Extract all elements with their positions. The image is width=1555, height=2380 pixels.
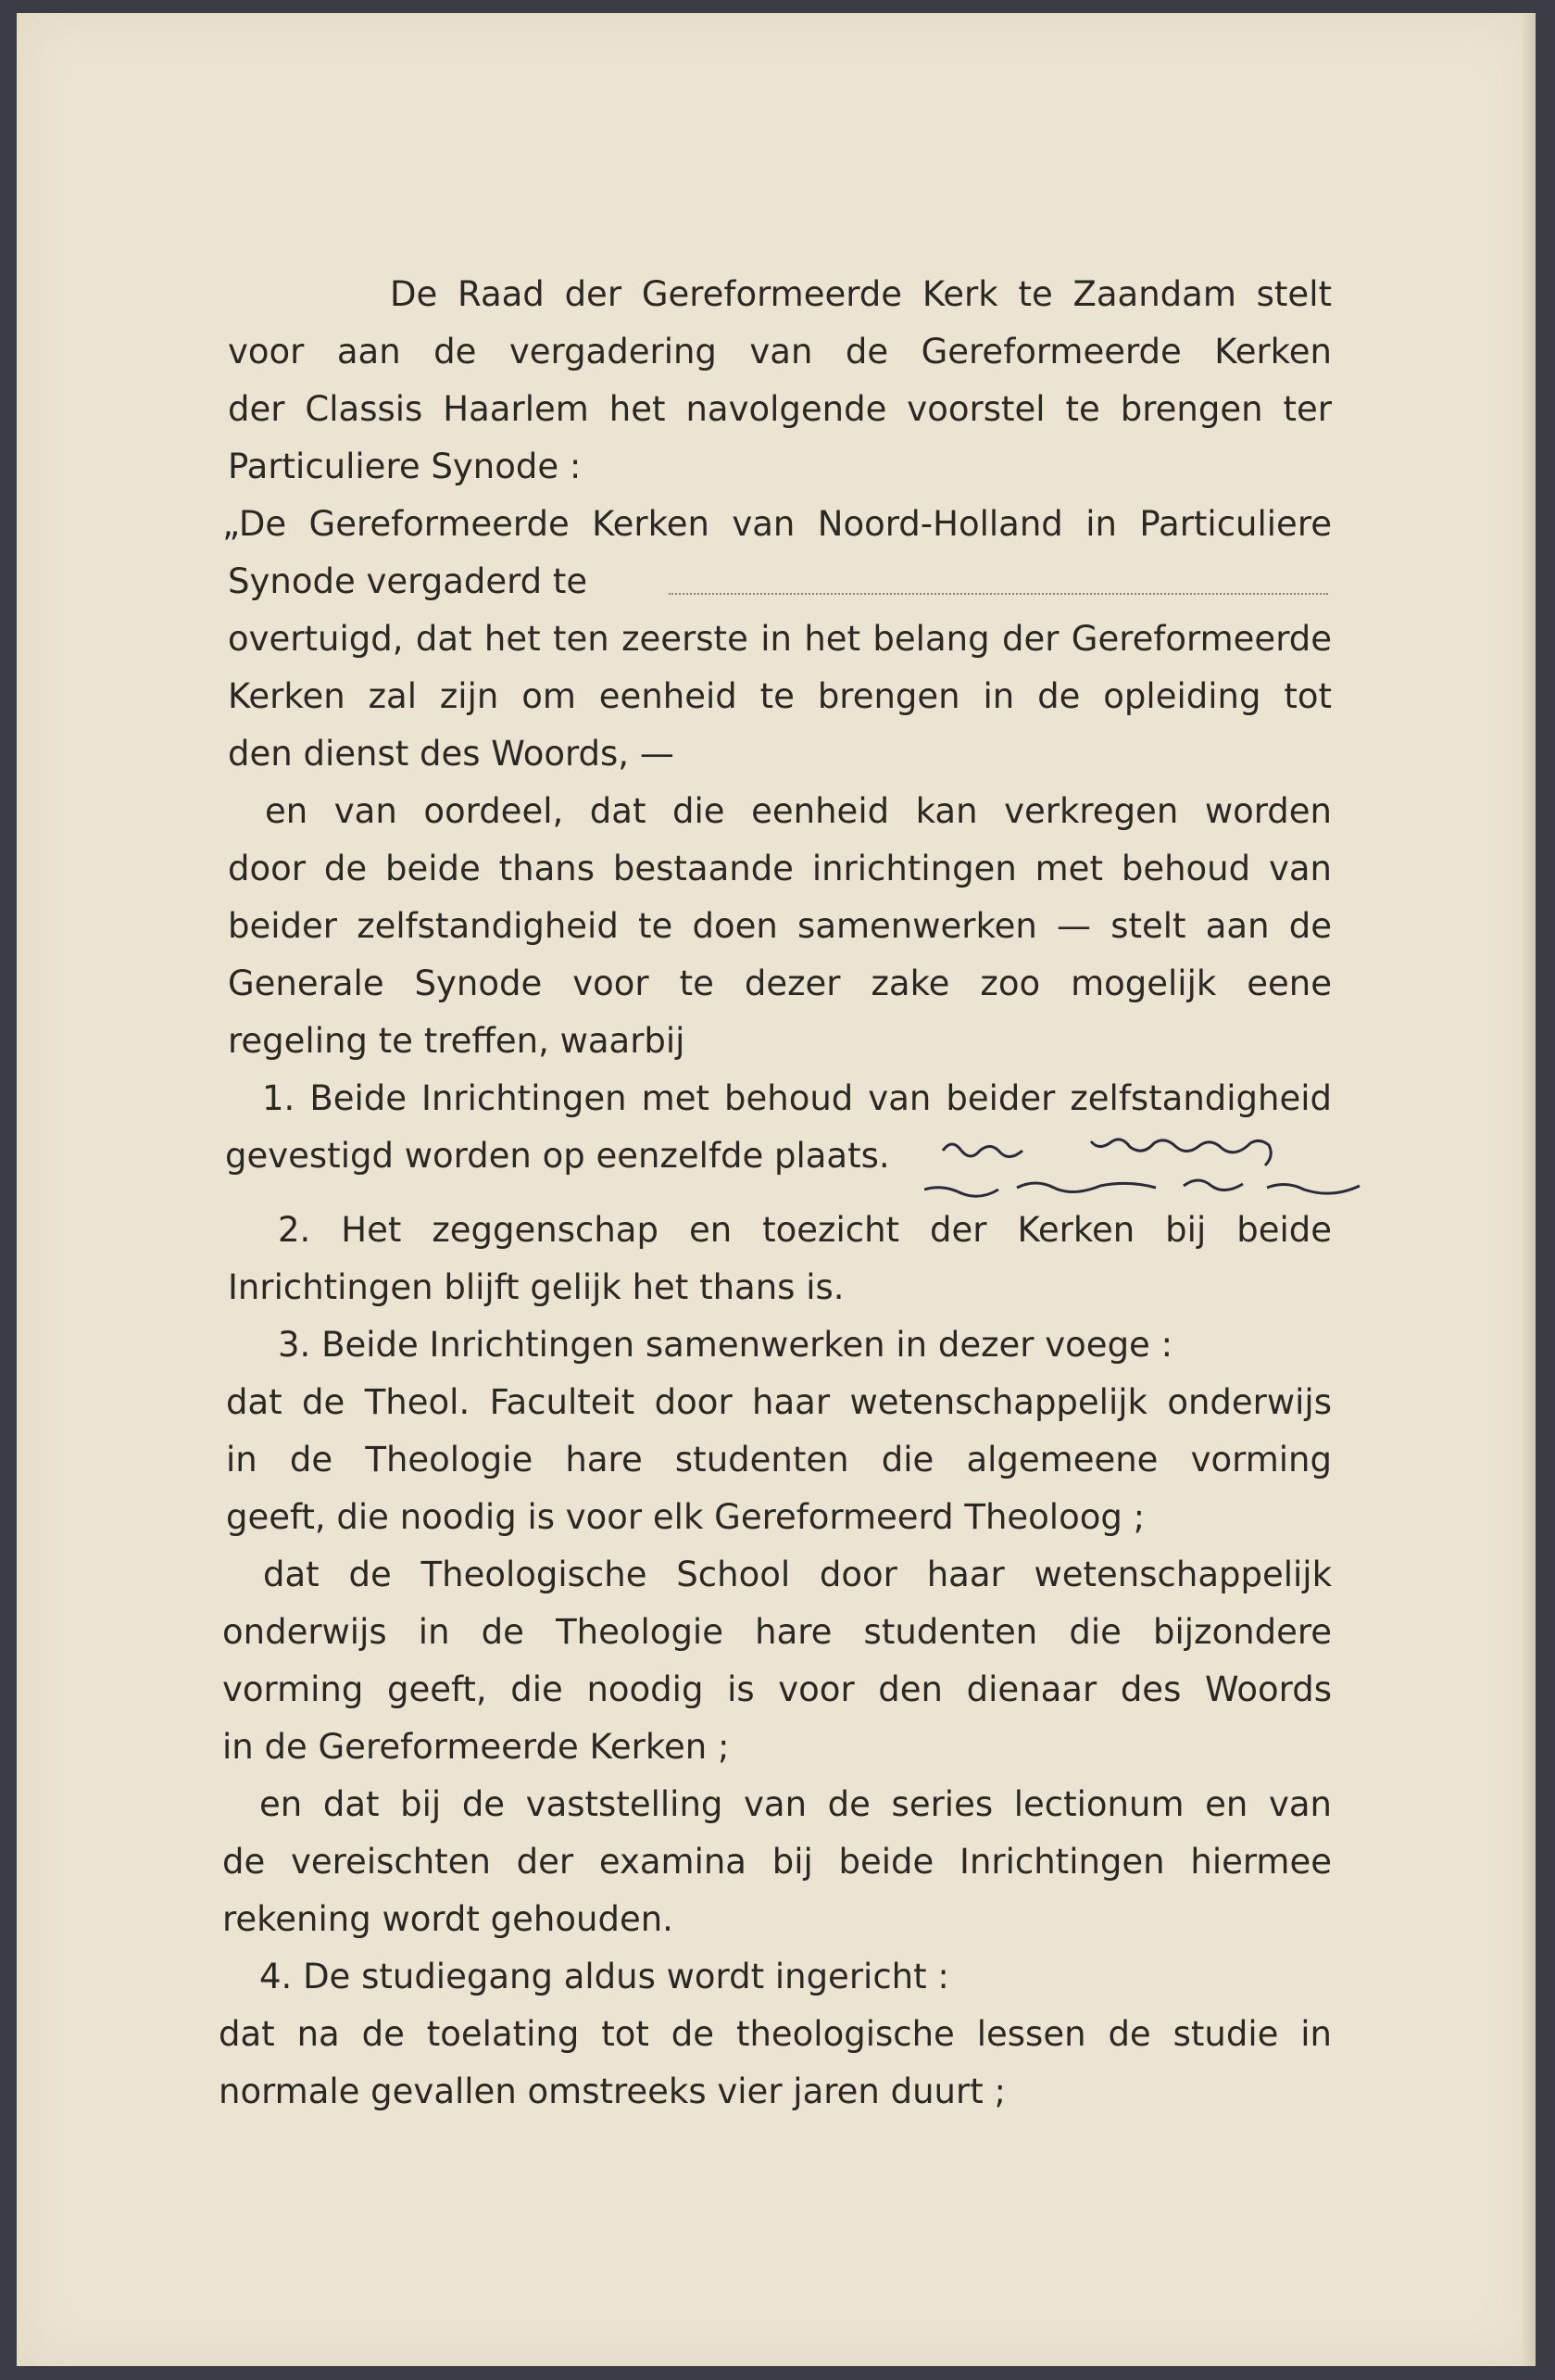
text-line: voor aan de vergadering van de Gereformeerde Kerken [228, 332, 1332, 371]
text-line: 4. De studiegang aldus wordt ingericht : [259, 1957, 949, 1996]
text-line: in de Theologie hare studenten die algemeene vorming [226, 1440, 1332, 1480]
text-line: de vereischten der examina bij beide Inrichtingen hiermee [222, 1842, 1332, 1882]
text-line: Kerken zal zijn om eenheid te brengen in de opleiding tot [228, 676, 1332, 716]
text-line: normale gevallen omstreeks vier jaren duurt ; [219, 2071, 1006, 2111]
text-line: rekening wordt gehouden. [222, 1899, 673, 1939]
text-line: 2. Het zeggenschap en toezicht der Kerken bij beide [278, 1210, 1332, 1250]
text-line: Generale Synode voor te dezer zake zoo mogelijk eene [228, 963, 1332, 1003]
text-line: vorming geeft, die noodig is voor den dienaar des Woords [222, 1669, 1332, 1709]
text-line: onderwijs in de Theologie hare studenten die bijzondere [222, 1612, 1332, 1652]
text-line: gevestigd worden op eenzelfde plaats. [225, 1136, 890, 1176]
text-line: der Classis Haarlem het navolgende voorstel te brengen ter [228, 389, 1332, 429]
text-line: en dat bij de vaststelling van de series lectionum en van [259, 1784, 1332, 1824]
text-line: regeling te treffen, waarbij [228, 1021, 685, 1061]
document-body [17, 13, 1536, 2366]
text-line: geeft, die noodig is voor elk Gereformeerd Theoloog ; [226, 1497, 1146, 1537]
text-line: beider zelfstandigheid te doen samenwerken — stelt aan de [228, 906, 1332, 946]
text-line: dat na de toelating tot de theologische lessen de studie in [219, 2014, 1332, 2054]
text-line: in de Gereformeerde Kerken ; [222, 1727, 730, 1767]
text-line: dat de Theol. Faculteit door haar wetenschappelijk onderwijs [226, 1382, 1332, 1422]
text-line: „De Gereformeerde Kerken van Noord-Holland in Particuliere [222, 504, 1332, 544]
blank-fill-line [669, 593, 1328, 595]
text-line: overtuigd, dat het ten zeerste in het belang der Gereformeerde [228, 619, 1332, 659]
text-line: den dienst des Woords, — [228, 734, 674, 774]
text-line: dat de Theologische School door haar wetenschappelijk [263, 1555, 1332, 1594]
text-line: en van oordeel, dat die eenheid kan verkregen worden [265, 791, 1332, 831]
document-page [17, 13, 1536, 2366]
text-line: Synode vergaderd te [228, 561, 588, 601]
text-line: Particuliere Synode : [228, 447, 582, 486]
text-line: door de beide thans bestaande inrichtingen met behoud van [228, 849, 1332, 888]
text-line: 1. Beide Inrichtingen met behoud van beider zelfstandigheid [262, 1078, 1332, 1118]
text-line: De Raad der Gereformeerde Kerk te Zaandam stelt [390, 274, 1332, 314]
text-line: Inrichtingen blijft gelijk het thans is. [228, 1267, 845, 1307]
handwritten-annotation [924, 1125, 1406, 1217]
text-line: 3. Beide Inrichtingen samenwerken in dezer voege : [278, 1325, 1173, 1365]
